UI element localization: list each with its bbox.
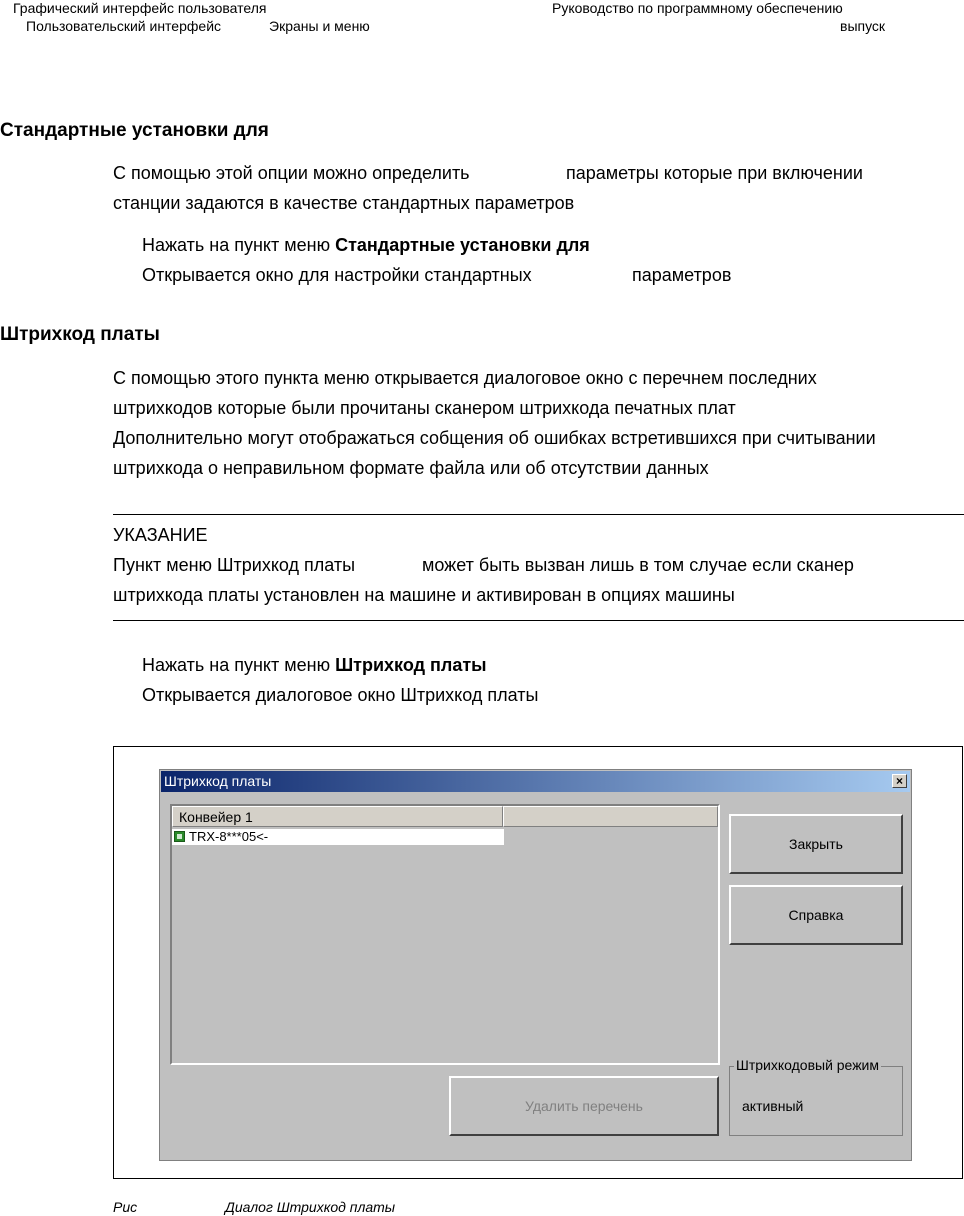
section2-para-line4: штрихкода о неправильном формате файла или об отсутствии данных xyxy=(113,458,709,478)
section2-para-line1: С помощью этого пункта меню открывается диалоговое окно с перечнем последних xyxy=(113,368,817,388)
note-line1b: может быть вызван лишь в том случае если сканер xyxy=(422,555,854,575)
header-right-title: Руководство по программному обеспечению xyxy=(552,0,843,16)
figure-caption-text: Диалог Штрихкод платы xyxy=(225,1199,396,1215)
barcode-entry-icon xyxy=(174,831,185,842)
barcode-mode-legend: Штрихкодовый режим xyxy=(736,1057,880,1073)
note-title: УКАЗАНИЕ xyxy=(113,525,208,545)
section-heading-defaults: Стандартные установки для xyxy=(0,120,269,141)
delete-list-button-label: Удалить перечень xyxy=(525,1098,643,1114)
header-right-edition: выпуск xyxy=(840,18,886,34)
section2-para-line3: Дополнительно могут отображаться собщения об ошибках встретившихся при считывании xyxy=(113,428,876,448)
section2-para-line2: штрихкодов которые были прочитаны сканером штрихкода печатных плат xyxy=(113,398,736,418)
header-left-title: Графический интерфейс пользователя xyxy=(13,0,267,16)
column-header-conveyor[interactable] xyxy=(172,806,503,827)
header-left-section: Экраны и меню xyxy=(269,18,370,34)
section-heading-barcode: Штрихкод платы xyxy=(0,324,160,345)
section1-step2b: параметров xyxy=(632,265,732,285)
section1-para-line1a: С помощью этой опции можно определить xyxy=(113,163,470,183)
menu-item-name: Штрихкод платы xyxy=(335,655,487,675)
header-left-subtitle: Пользовательский интерфейс xyxy=(26,18,222,34)
barcode-entry-text: TRX-8***05<- xyxy=(189,829,269,844)
help-button-label: Справка xyxy=(788,907,844,923)
step-text: Нажать на пункт меню xyxy=(142,235,336,255)
note-line1a: Пункт меню Штрихкод платы xyxy=(113,555,356,575)
section1-step1 xyxy=(142,230,590,260)
note-top-rule xyxy=(113,514,964,515)
section2-step1 xyxy=(142,650,487,680)
section1-para-line2: станции задаются в качестве стандартных параметров xyxy=(113,193,575,213)
section2-step2: Открывается диалоговое окно Штрихкод платы xyxy=(142,685,539,705)
list-item[interactable] xyxy=(172,829,504,845)
barcode-mode-value: активный xyxy=(742,1098,804,1114)
barcode-list[interactable] xyxy=(170,804,720,1065)
section1-step2a: Открывается окно для настройки стандартных xyxy=(142,265,532,285)
barcode-mode-group xyxy=(729,1057,903,1136)
delete-list-button[interactable] xyxy=(449,1076,719,1136)
section1-para-line1b: параметры которые при включении xyxy=(566,163,863,183)
barcode-dialog xyxy=(159,769,912,1161)
step-text: Нажать на пункт меню xyxy=(142,655,336,675)
column-header-label: Конвейер 1 xyxy=(179,809,253,825)
dialog-titlebar[interactable] xyxy=(161,771,910,792)
note-line2: штрихкода платы установлен на машине и активирован в опциях машины xyxy=(113,585,735,605)
close-button-label: Закрыть xyxy=(789,836,843,852)
dialog-title: Штрихкод платы xyxy=(164,773,272,789)
note-bottom-rule xyxy=(113,620,964,621)
figure-caption-label: Рис xyxy=(113,1199,138,1215)
close-icon[interactable]: × xyxy=(892,774,907,788)
menu-item-name: Стандартные установки для xyxy=(335,235,590,255)
column-header-empty[interactable] xyxy=(503,806,718,827)
close-button[interactable] xyxy=(729,814,903,874)
help-button[interactable] xyxy=(729,885,903,945)
